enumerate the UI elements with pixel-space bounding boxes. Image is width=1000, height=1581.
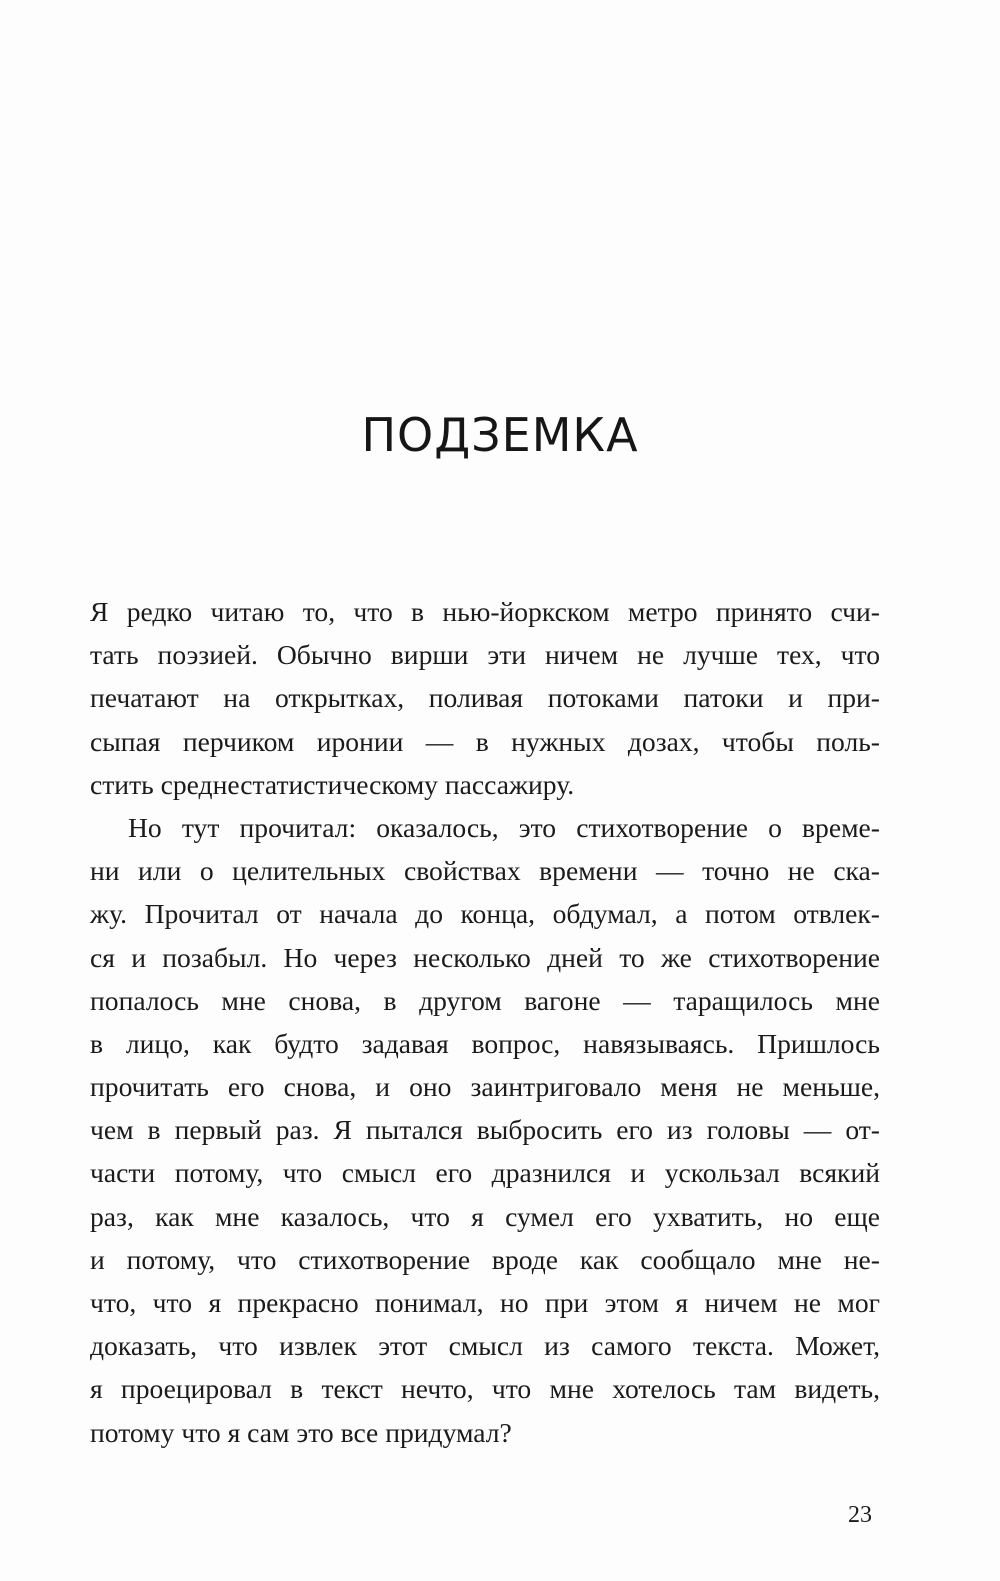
text-line: что, что я прекрасно понимал, но при этом я ничем не мог: [90, 1287, 880, 1318]
text-line: ни или о целительных свойствах времени — точно не ска-: [90, 855, 880, 887]
text-line: сыпая перчиком иронии — в нужных дозах, чтобы поль-: [90, 725, 880, 757]
page-number: 23: [848, 1502, 872, 1528]
text-line: ся и позабыл. Но через несколько дней то же стихотворение: [90, 941, 880, 973]
text-line: жу. Прочитал от начала до конца, обдумал, а потом отвлек-: [90, 898, 880, 930]
text-line: чем в первый раз. Я пытался выбросить его из головы — от-: [90, 1114, 880, 1146]
paragraph-1: [90, 590, 880, 806]
text-line: и потому, что стихотворение вроде как сообщало мне не-: [90, 1243, 880, 1275]
text-line: потому что я сам это все придумал?: [90, 1416, 512, 1448]
text-line: Я редко читаю то, что в нью-йоркском метро принято счи-: [90, 596, 880, 627]
body-text: [90, 590, 880, 1454]
text-line: в лицо, как будто задавая вопрос, навязываясь. Пришлось: [90, 1027, 880, 1059]
text-line: Но тут прочитал: оказалось, это стихотворение о време-: [128, 811, 880, 843]
chapter-title: ПОДЗЕМКА: [361, 408, 639, 462]
text-line: попалось мне снова, в другом вагоне — таращилось мне: [90, 984, 880, 1016]
text-line: тать поэзией. Обычно вирши эти ничем не лучше тех, что: [90, 639, 880, 671]
text-line: части потому, что смысл его дразнился и ускользал всякий: [90, 1157, 880, 1189]
text-line: стить среднестатистическому пассажиру.: [90, 768, 575, 800]
text-line: прочитать его снова, и оно заинтриговало меня не меньше,: [90, 1071, 880, 1103]
text-line: раз, как мне казалось, что я сумел его ухватить, но еще: [90, 1200, 880, 1232]
text-line: доказать, что извлек этот смысл из самого текста. Может,: [90, 1330, 880, 1362]
paragraph-2: [90, 806, 880, 1454]
text-line: печатают на открытках, поливая потоками патоки и при-: [90, 682, 880, 714]
text-line: я проецировал в текст нечто, что мне хотелось там видеть,: [90, 1373, 880, 1405]
